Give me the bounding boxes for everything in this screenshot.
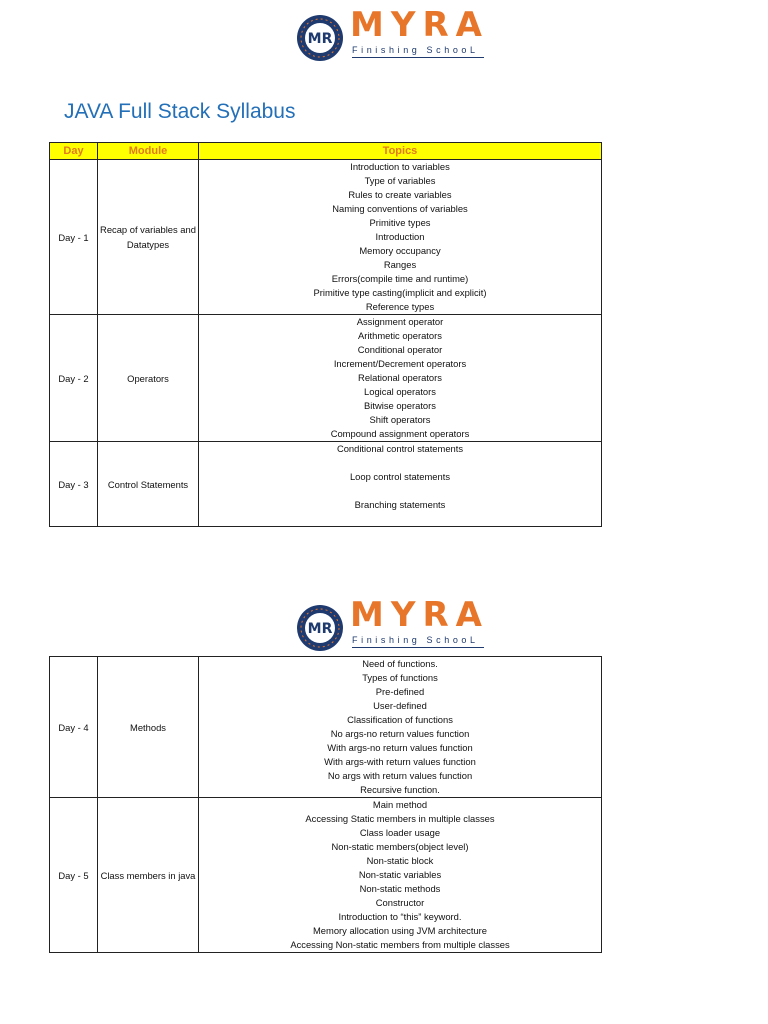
topics-cell	[199, 442, 602, 527]
topic-spacer	[199, 456, 601, 470]
topic-item: Increment/Decrement operators	[333, 358, 467, 369]
topic-item: Rules to create variables	[348, 189, 452, 200]
topic-item: Bitwise operators	[364, 400, 436, 411]
header-day: Day	[50, 143, 98, 160]
topic-item: Relational operators	[358, 372, 442, 383]
table-row	[50, 798, 602, 953]
table-row	[50, 657, 602, 798]
topic-item: User-defined	[373, 700, 427, 711]
topic-item: Arithmetic operators	[358, 330, 442, 341]
topics-cell	[199, 657, 602, 798]
table-header-row	[50, 143, 602, 160]
table-row	[50, 160, 602, 315]
day-cell: Day - 4	[50, 657, 98, 798]
topic-item: Types of functions	[362, 672, 438, 683]
module-cell: Control Statements	[98, 442, 199, 527]
topic-item: With args-with return values function	[324, 756, 476, 767]
day-cell: Day - 2	[50, 315, 98, 442]
topic-item: Ranges	[383, 259, 417, 270]
brand-tagline: Finishing SchooL	[352, 635, 479, 645]
topic-item: Pre-defined	[375, 686, 425, 697]
topic-item: Assignment operator	[356, 316, 444, 327]
myra-logo	[296, 5, 492, 62]
topic-item: Naming conventions of variables	[332, 203, 468, 214]
topic-spacer	[199, 512, 601, 526]
topic-item: Introduction to variables	[350, 161, 450, 172]
module-cell: Recap of variables and Datatypes	[98, 160, 199, 315]
page-title: JAVA Full Stack Syllabus	[64, 100, 296, 123]
topic-item: Constructor	[375, 897, 425, 908]
topic-item: Introduction	[375, 231, 425, 242]
myra-emblem-icon	[296, 604, 344, 652]
topic-item: Memory occupancy	[359, 245, 441, 256]
day-cell: Day - 1	[50, 160, 98, 315]
topic-item: With args-no return values function	[327, 742, 473, 753]
myra-emblem-icon	[296, 14, 344, 62]
topic-item: Accessing Static members in multiple classes	[305, 813, 495, 824]
topic-item: Reference types	[365, 301, 435, 312]
topics-cell	[199, 798, 602, 953]
topic-item: Conditional operator	[357, 344, 443, 355]
module-cell: Class members in java	[98, 798, 199, 953]
topic-item: Non-static block	[366, 855, 434, 866]
topic-item: No args with return values function	[327, 770, 473, 781]
topic-item: Memory allocation using JVM architecture	[312, 925, 488, 936]
module-cell: Operators	[98, 315, 199, 442]
topic-item: No args-no return values function	[330, 728, 470, 739]
header-topics: Topics	[199, 143, 602, 160]
topic-item: Compound assignment operators	[330, 428, 470, 439]
tagline-rule	[352, 647, 484, 648]
topic-item: Shift operators	[369, 414, 431, 425]
day-cell: Day - 3	[50, 442, 98, 527]
topic-item: Main method	[372, 799, 428, 810]
topic-item: Non-static variables	[358, 869, 442, 880]
myra-logo	[296, 595, 492, 652]
topic-item: Branching statements	[354, 499, 446, 510]
topic-item: Recursive function.	[360, 784, 440, 795]
topics-cell	[199, 315, 602, 442]
table-row	[50, 442, 602, 527]
topic-item: Conditional control statements	[336, 443, 464, 454]
topic-item: Introduction to “this” keyword.	[338, 911, 462, 922]
topic-item: Non-static members(object level)	[331, 841, 469, 852]
header-module: Module	[98, 143, 199, 160]
brand-name: MYRA	[350, 595, 489, 635]
topic-spacer	[199, 484, 601, 498]
topic-item: Type of variables	[364, 175, 436, 186]
topic-item: Loop control statements	[349, 471, 451, 482]
table-row	[50, 315, 602, 442]
topic-item: Logical operators	[364, 386, 436, 397]
syllabus-table-1	[49, 142, 602, 527]
emblem-text: MR	[307, 621, 333, 637]
topic-item: Accessing Non-static members from multiple classes	[290, 939, 510, 950]
tagline-rule	[352, 57, 484, 58]
topic-item: Non-static methods	[359, 883, 441, 894]
emblem-text: MR	[307, 31, 333, 47]
syllabus-table-2	[49, 656, 602, 953]
topic-item: Primitive type casting(implicit and explicit)	[313, 287, 487, 298]
day-cell: Day - 5	[50, 798, 98, 953]
topic-item: Need of functions.	[362, 658, 438, 669]
topic-item: Errors(compile time and runtime)	[331, 273, 469, 284]
topic-item: Primitive types	[369, 217, 431, 228]
module-cell: Methods	[98, 657, 199, 798]
brand-tagline: Finishing SchooL	[352, 45, 479, 55]
brand-name: MYRA	[350, 5, 489, 45]
topic-item: Classification of functions	[347, 714, 453, 725]
topic-item: Class loader usage	[359, 827, 441, 838]
topics-cell	[199, 160, 602, 315]
